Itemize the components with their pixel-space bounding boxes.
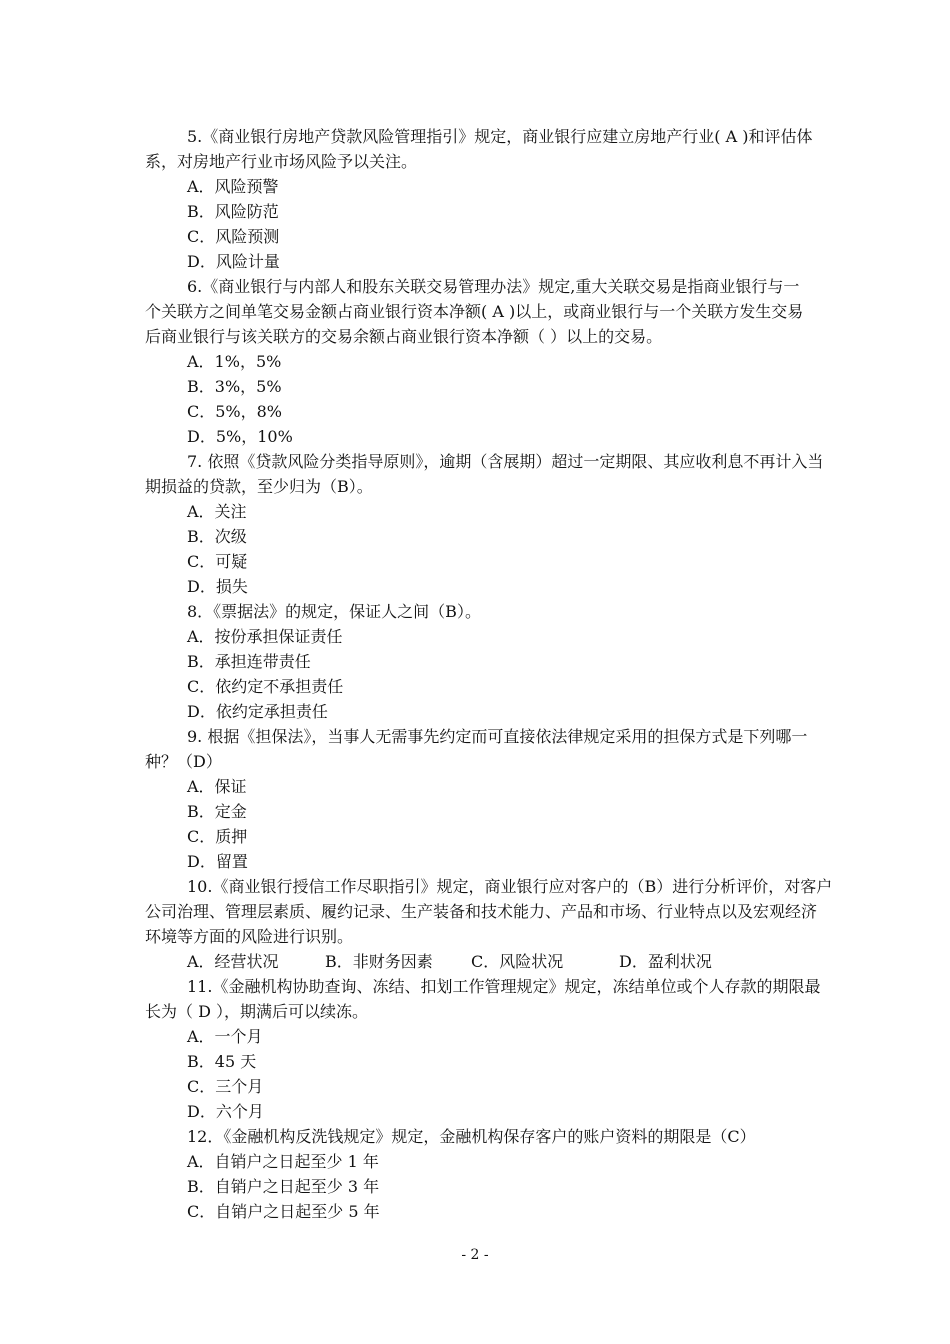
question-text: 11.《金融机构协助查询、冻结、扣划工作管理规定》规定，冻结单位或个人存款的期限最 [187, 977, 821, 996]
question-continuation: 环境等方面的风险进行识别。 [145, 927, 354, 946]
question-continuation: 种？（D） [145, 752, 222, 771]
option-label: B．风险防范 [187, 202, 279, 221]
option-label: C．自销户之日起至少 5 年 [187, 1202, 380, 1221]
option-label: D．盈利状况 [619, 952, 712, 971]
option-label: C．依约定不承担责任 [187, 677, 344, 696]
option-label: A．一个月 [187, 1027, 263, 1046]
question-continuation: 期损益的贷款，至少归为（B）。 [145, 477, 373, 496]
option-label: C．风险预测 [187, 227, 280, 246]
question-text: 9. 根据《担保法》，当事人无需事先约定而可直接依法律规定采用的担保方式是下列哪一 [187, 727, 808, 746]
option-label: D．风险计量 [187, 252, 280, 271]
option-label: B．45 天 [187, 1052, 257, 1071]
question-text: 10.《商业银行授信工作尽职指引》规定，商业银行应对客户的（B）进行分析评价，对客户 [187, 877, 833, 896]
question-text: 8．《票据法》的规定，保证人之间（B）。 [187, 602, 481, 621]
option-label: D．依约定承担责任 [187, 702, 328, 721]
option-label: A．风险预警 [187, 177, 279, 196]
option-label: A．1%，5% [187, 352, 282, 371]
option-label: C．5%，8% [187, 402, 283, 421]
option-label: A．自销户之日起至少 1 年 [187, 1152, 379, 1171]
option-row [145, 949, 835, 974]
question-continuation: 长为（ D ），期满后可以续冻。 [145, 1002, 369, 1021]
question-continuation: 个关联方之间单笔交易金额占商业银行资本净额( A )以上，或商业银行与一个关联方发生交易 [145, 302, 804, 321]
option-label: A．关注 [187, 502, 247, 521]
option-label: B．自销户之日起至少 3 年 [187, 1177, 380, 1196]
option-label: B．非财务因素 [325, 952, 433, 971]
option-label: A．保证 [187, 777, 247, 796]
page-number: - 2 - [461, 1247, 489, 1263]
option-label: A．按份承担保证责任 [187, 627, 343, 646]
option-label: C．风险状况 [471, 952, 564, 971]
option-label: C．可疑 [187, 552, 248, 571]
question-text: 7. 依照《贷款风险分类指导原则》，逾期（含展期）超过一定期限、其应收利息不再计入当 [187, 452, 824, 471]
option-label: B．承担连带责任 [187, 652, 311, 671]
option-label: B．次级 [187, 527, 247, 546]
question-text: 5.《商业银行房地产贷款风险管理指引》规定，商业银行应建立房地产行业( A )和评估体 [187, 127, 813, 146]
question-continuation: 后商业银行与该关联方的交易余额占商业银行资本净额（ ）以上的交易。 [145, 327, 663, 346]
option-label: D．六个月 [187, 1102, 264, 1121]
question-continuation: 公司治理、管理层素质、履约记录、生产装备和技术能力、产品和市场、行业特点以及宏观经济 [145, 902, 818, 921]
question-text: 12．《金融机构反洗钱规定》规定，金融机构保存客户的账户资料的期限是（C） [187, 1127, 756, 1146]
option-label: B．3%，5% [187, 377, 282, 396]
option-label: C．质押 [187, 827, 248, 846]
option-label: A．经营状况 [187, 952, 279, 971]
option-label: C．三个月 [187, 1077, 264, 1096]
option-label: D．5%，10% [187, 427, 293, 446]
option-label: B．定金 [187, 802, 247, 821]
option-label: D．损失 [187, 577, 248, 596]
question-text: 6.《商业银行与内部人和股东关联交易管理办法》规定,重大关联交易是指商业银行与一 [187, 277, 800, 296]
question-continuation: 系，对房地产行业市场风险予以关注。 [145, 152, 418, 171]
option-label: D．留置 [187, 852, 248, 871]
document-body [145, 124, 835, 1224]
